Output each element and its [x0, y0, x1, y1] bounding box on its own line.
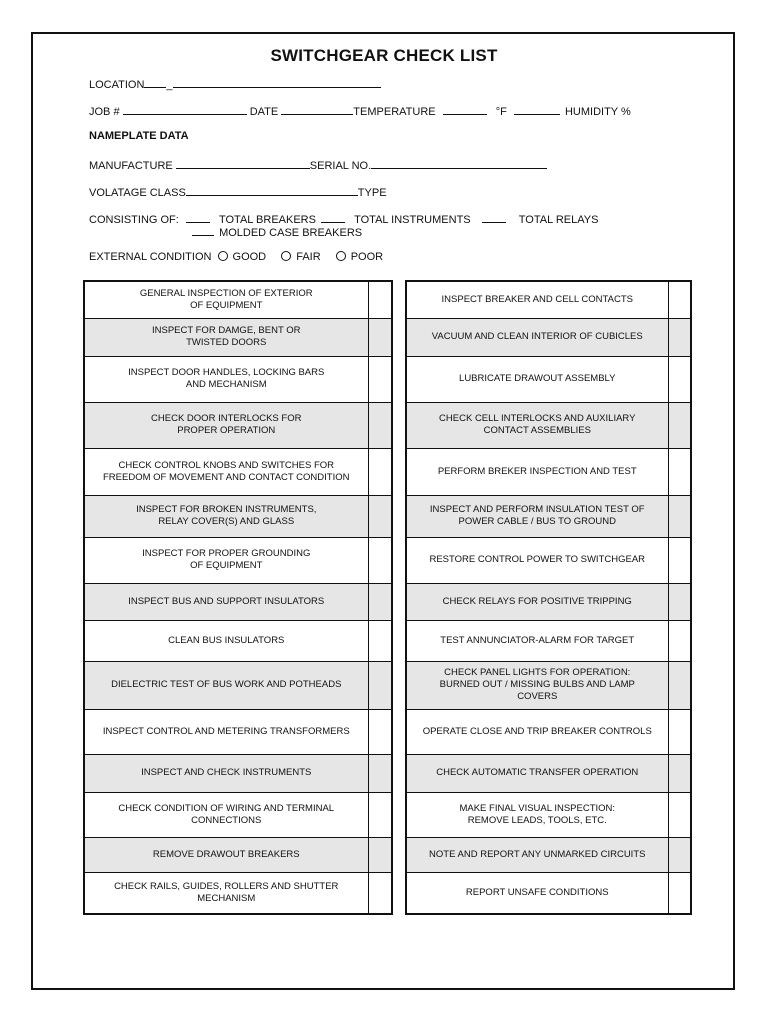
right-checklist-checkbox[interactable]: [668, 356, 691, 402]
left-checklist-item-text: INSPECT FOR DAMGE, BENT OR TWISTED DOORS: [84, 318, 368, 356]
right-checklist-checkbox[interactable]: [668, 754, 691, 792]
left-checklist-item-text: GENERAL INSPECTION OF EXTERIOR OF EQUIPMENT: [84, 281, 368, 318]
right-checklist-checkbox[interactable]: [668, 837, 691, 872]
external-condition-line: [89, 251, 383, 263]
right-checklist-item-text: CHECK AUTOMATIC TRANSFER OPERATION: [406, 754, 668, 792]
left-checklist-row: [84, 402, 392, 448]
temperature-unit: °F: [495, 106, 507, 118]
left-checklist-checkbox[interactable]: [368, 281, 392, 318]
right-checklist-item-text: PERFORM BREKER INSPECTION AND TEST: [406, 448, 668, 495]
voltage-label: VOLATAGE CLASS: [89, 187, 186, 199]
temperature-label: TEMPERATURE: [353, 106, 436, 118]
left-checklist-checkbox[interactable]: [368, 318, 392, 356]
left-checklist-table: [83, 280, 393, 915]
right-checklist-item-text: NOTE AND REPORT ANY UNMARKED CIRCUITS: [406, 837, 668, 872]
right-checklist-checkbox[interactable]: [668, 448, 691, 495]
left-checklist-row: [84, 792, 392, 837]
type-label: TYPE: [357, 187, 387, 199]
left-checklist-row: [84, 318, 392, 356]
left-checklist-row: [84, 709, 392, 754]
left-checklist-item-text: CHECK CONDITION OF WIRING AND TERMINAL CONNECTIONS: [84, 792, 368, 837]
right-checklist-item-text: RESTORE CONTROL POWER TO SWITCHGEAR: [406, 537, 668, 583]
location-field-b[interactable]: [173, 76, 381, 88]
left-checklist-row: [84, 837, 392, 872]
left-checklist-item-text: CLEAN BUS INSULATORS: [84, 620, 368, 661]
voltage-field[interactable]: [186, 184, 358, 196]
right-checklist-row: [406, 872, 691, 914]
left-checklist-item-text: REMOVE DRAWOUT BREAKERS: [84, 837, 368, 872]
right-checklist-item-text: INSPECT AND PERFORM INSULATION TEST OF POWER CABLE / BUS TO GROUND: [406, 495, 668, 537]
right-checklist-checkbox[interactable]: [668, 792, 691, 837]
poor-radio[interactable]: [336, 251, 346, 261]
location-label: LOCATION: [89, 79, 145, 91]
left-checklist-row: [84, 448, 392, 495]
right-checklist-checkbox[interactable]: [668, 583, 691, 620]
good-radio[interactable]: [218, 251, 228, 261]
left-checklist-row: [84, 620, 392, 661]
left-checklist-row: [84, 583, 392, 620]
instruments-count-field[interactable]: [321, 211, 345, 223]
right-checklist-row: [406, 837, 691, 872]
right-checklist-item-text: CHECK PANEL LIGHTS FOR OPERATION: BURNED OUT / MISSING BULBS AND LAMP COVERS: [406, 661, 668, 709]
date-field[interactable]: [281, 103, 353, 115]
job-field[interactable]: [123, 103, 247, 115]
left-checklist-row: [84, 495, 392, 537]
left-checklist-item-text: CHECK CONTROL KNOBS AND SWITCHES FOR FREEDOM OF MOVEMENT AND CONTACT CONDITION: [84, 448, 368, 495]
date-label: DATE: [249, 106, 279, 118]
right-checklist-row: [406, 281, 691, 318]
total-instruments-label: TOTAL INSTRUMENTS: [354, 214, 471, 226]
left-checklist-item-text: INSPECT DOOR HANDLES, LOCKING BARS AND MECHANISM: [84, 356, 368, 402]
left-checklist-row: [84, 281, 392, 318]
manufacture-label: MANUFACTURE: [89, 160, 173, 172]
right-checklist-checkbox[interactable]: [668, 537, 691, 583]
right-checklist-row: [406, 318, 691, 356]
voltage-line: [89, 184, 387, 199]
nameplate-heading: NAMEPLATE DATA: [89, 130, 189, 142]
right-checklist-item-text: OPERATE CLOSE AND TRIP BREAKER CONTROLS: [406, 709, 668, 754]
location-value: _: [166, 79, 173, 91]
left-checklist-item-text: CHECK DOOR INTERLOCKS FOR PROPER OPERATION: [84, 402, 368, 448]
breakers-count-field[interactable]: [186, 211, 210, 223]
right-checklist-item-text: LUBRICATE DRAWOUT ASSEMBLY: [406, 356, 668, 402]
right-checklist-item-text: MAKE FINAL VISUAL INSPECTION: REMOVE LEADS, TOOLS, ETC.: [406, 792, 668, 837]
humidity-field[interactable]: [514, 103, 560, 115]
right-checklist-row: [406, 356, 691, 402]
right-checklist-checkbox[interactable]: [668, 661, 691, 709]
left-checklist-item-text: INSPECT AND CHECK INSTRUMENTS: [84, 754, 368, 792]
left-checklist-checkbox[interactable]: [368, 402, 392, 448]
serial-label: SERIAL NO.: [309, 160, 372, 172]
left-checklist-row: [84, 872, 392, 914]
right-checklist-row: [406, 537, 691, 583]
left-checklist-item-text: INSPECT FOR PROPER GROUNDING OF EQUIPMENT: [84, 537, 368, 583]
right-checklist-checkbox[interactable]: [668, 402, 691, 448]
good-label: GOOD: [232, 251, 267, 263]
left-checklist-checkbox[interactable]: [368, 537, 392, 583]
right-checklist-row: [406, 448, 691, 495]
molded-case-line: [192, 224, 362, 239]
right-checklist-row: [406, 792, 691, 837]
left-checklist-checkbox[interactable]: [368, 872, 392, 914]
serial-field[interactable]: [371, 157, 547, 169]
manufacture-field[interactable]: [176, 157, 310, 169]
total-breakers-label: TOTAL BREAKERS: [218, 214, 316, 226]
fair-radio[interactable]: [281, 251, 291, 261]
job-label: JOB #: [89, 106, 120, 118]
fair-label: FAIR: [296, 251, 321, 263]
location-field-a[interactable]: [144, 76, 166, 88]
right-checklist-item-text: VACUUM AND CLEAN INTERIOR OF CUBICLES: [406, 318, 668, 356]
poor-label: POOR: [350, 251, 384, 263]
left-checklist-row: [84, 356, 392, 402]
right-checklist-item-text: CHECK RELAYS FOR POSITIVE TRIPPING: [406, 583, 668, 620]
right-checklist-row: [406, 620, 691, 661]
left-checklist-checkbox[interactable]: [368, 661, 392, 709]
job-line: [89, 103, 631, 118]
left-checklist-row: [84, 661, 392, 709]
left-checklist-row: [84, 537, 392, 583]
manufacture-line: [89, 157, 547, 172]
right-checklist-checkbox[interactable]: [668, 318, 691, 356]
right-checklist-checkbox[interactable]: [668, 872, 691, 914]
right-checklist-row: [406, 583, 691, 620]
right-checklist-row: [406, 495, 691, 537]
left-checklist-checkbox[interactable]: [368, 754, 392, 792]
right-checklist-checkbox[interactable]: [668, 620, 691, 661]
right-checklist-row: [406, 709, 691, 754]
right-checklist-row: [406, 402, 691, 448]
left-checklist-checkbox[interactable]: [368, 583, 392, 620]
left-checklist-checkbox[interactable]: [368, 356, 392, 402]
right-checklist-item-text: TEST ANNUNCIATOR-ALARM FOR TARGET: [406, 620, 668, 661]
right-checklist-table: [405, 280, 692, 915]
left-checklist-checkbox[interactable]: [368, 620, 392, 661]
right-checklist-checkbox[interactable]: [668, 495, 691, 537]
left-checklist-checkbox[interactable]: [368, 709, 392, 754]
left-checklist-item-text: CHECK RAILS, GUIDES, ROLLERS AND SHUTTER MECHANISM: [114, 880, 339, 904]
left-checklist-checkbox[interactable]: [368, 495, 392, 537]
left-checklist-checkbox[interactable]: [368, 448, 392, 495]
left-checklist-item-text: DIELECTRIC TEST OF BUS WORK AND POTHEADS: [84, 661, 368, 709]
external-condition-label: EXTERNAL CONDITION: [89, 251, 212, 263]
left-checklist-checkbox[interactable]: [368, 792, 392, 837]
molded-case-label: MOLDED CASE BREAKERS: [219, 227, 363, 239]
consisting-label: CONSISTING OF:: [89, 214, 179, 226]
total-relays-label: TOTAL RELAYS: [518, 214, 599, 226]
right-checklist-row: [406, 661, 691, 709]
form-title: SWITCHGEAR CHECK LIST: [270, 46, 498, 65]
left-checklist-checkbox[interactable]: [368, 837, 392, 872]
right-checklist-row: [406, 754, 691, 792]
right-checklist-checkbox[interactable]: [668, 281, 691, 318]
relays-count-field[interactable]: [482, 211, 506, 223]
molded-count-field[interactable]: [192, 224, 214, 236]
left-checklist-row: [84, 754, 392, 792]
humidity-label: HUMIDITY %: [564, 106, 631, 118]
location-line: [89, 76, 381, 91]
temperature-field[interactable]: [443, 103, 487, 115]
left-checklist-item-text: INSPECT FOR BROKEN INSTRUMENTS, RELAY COVER(S) AND GLASS: [84, 495, 368, 537]
right-checklist-checkbox[interactable]: [668, 709, 691, 754]
right-checklist-item-text: CHECK CELL INTERLOCKS AND AUXILIARY CONTACT ASSEMBLIES: [406, 402, 668, 448]
right-checklist-item-text: REPORT UNSAFE CONDITIONS: [465, 886, 609, 898]
right-checklist-item-text: INSPECT BREAKER AND CELL CONTACTS: [406, 281, 668, 318]
left-checklist-item-text: INSPECT CONTROL AND METERING TRANSFORMERS: [84, 709, 368, 754]
left-checklist-item-text: INSPECT BUS AND SUPPORT INSULATORS: [84, 583, 368, 620]
